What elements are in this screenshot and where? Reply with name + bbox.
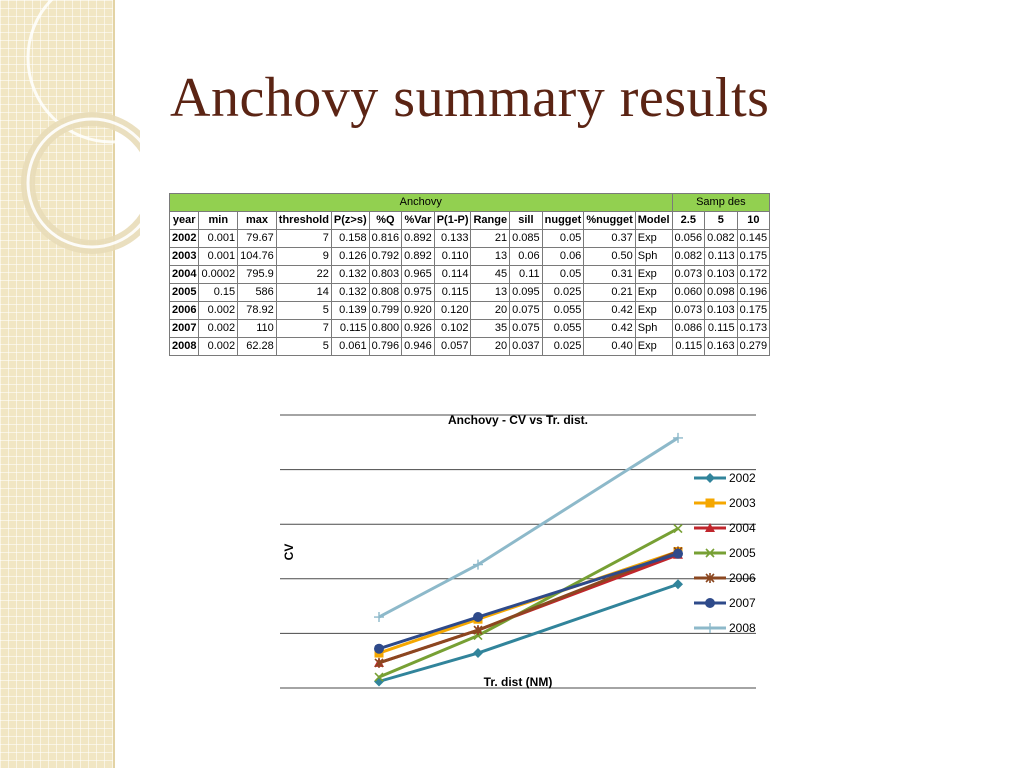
table-row: [170, 338, 770, 356]
table-cell: Exp: [635, 266, 672, 284]
legend-label: 2008: [729, 621, 756, 635]
summary-table: [169, 193, 770, 356]
table-cell: 0.133: [434, 230, 471, 248]
table-cell: 0.001: [199, 230, 238, 248]
table-cell: 0.055: [542, 320, 584, 338]
table-cell: 0.892: [402, 248, 435, 266]
table-cell: 45: [471, 266, 510, 284]
table-cell: 7: [276, 230, 331, 248]
table-cell: 0.085: [510, 230, 543, 248]
table-cell: 0.279: [737, 338, 770, 356]
table-cell: 0.42: [584, 320, 635, 338]
table-cell: 795.9: [238, 266, 277, 284]
x-axis-label: Tr. dist (NM): [483, 675, 553, 689]
table-cell: 9: [276, 248, 331, 266]
table-cell: 0.002: [199, 338, 238, 356]
table-cell: 0.175: [737, 302, 770, 320]
table-cell: 79.67: [238, 230, 277, 248]
table-cell: 0.132: [331, 284, 369, 302]
table-cell: 0.102: [434, 320, 471, 338]
column-header: %nugget: [584, 212, 635, 230]
table-cell: 0.0002: [199, 266, 238, 284]
table-cell: 0.057: [434, 338, 471, 356]
table-cell: 586: [238, 284, 277, 302]
table-cell: 0.002: [199, 320, 238, 338]
table-cell: 2005: [170, 284, 199, 302]
column-header: min: [199, 212, 238, 230]
table-cell: 0.073: [672, 266, 705, 284]
table-cell: 0.115: [434, 284, 471, 302]
legend-label: 2006: [729, 571, 756, 585]
table-cell: 5: [276, 302, 331, 320]
table-cell: 0.975: [402, 284, 435, 302]
table-cell: 0.800: [369, 320, 402, 338]
table-cell: Sph: [635, 320, 672, 338]
table-cell: 0.132: [331, 266, 369, 284]
decorative-circles: [0, 0, 140, 260]
table-cell: 0.113: [705, 248, 738, 266]
legend-label: 2007: [729, 596, 756, 610]
page-title: Anchovy summary results: [170, 67, 770, 129]
table-cell: 0.196: [737, 284, 770, 302]
table-cell: 0.06: [510, 248, 543, 266]
table-cell: 0.06: [542, 248, 584, 266]
table-cell: 0.50: [584, 248, 635, 266]
table-cell: 0.42: [584, 302, 635, 320]
table-cell: Exp: [635, 230, 672, 248]
table-cell: 13: [471, 248, 510, 266]
table-cell: 110: [238, 320, 277, 338]
table-cell: 0.11: [510, 266, 543, 284]
column-header: sill: [510, 212, 543, 230]
column-header: threshold: [276, 212, 331, 230]
column-header: Range: [471, 212, 510, 230]
legend-label: 2004: [729, 521, 756, 535]
table-cell: 0.075: [510, 302, 543, 320]
table-cell: 0.808: [369, 284, 402, 302]
column-header: 10: [737, 212, 770, 230]
legend-label: 2002: [729, 471, 756, 485]
table-cell: 2003: [170, 248, 199, 266]
legend-marker-2008: [705, 623, 715, 633]
column-header: 2.5: [672, 212, 705, 230]
table-cell: 5: [276, 338, 331, 356]
column-header: year: [170, 212, 199, 230]
table-cell: 0.098: [705, 284, 738, 302]
table-cell: 0.056: [672, 230, 705, 248]
table-cell: 62.28: [238, 338, 277, 356]
table-cell: 0.103: [705, 302, 738, 320]
data-point-2007: [473, 612, 483, 622]
table-cell: 0.103: [705, 266, 738, 284]
table-cell: Exp: [635, 338, 672, 356]
column-header: Model: [635, 212, 672, 230]
table-cell: 14: [276, 284, 331, 302]
table-cell: 0.060: [672, 284, 705, 302]
table-cell: 0.05: [542, 266, 584, 284]
table-cell: 0.073: [672, 302, 705, 320]
data-point-2002: [673, 579, 683, 589]
chart-title: Anchovy - CV vs Tr. dist.: [447, 413, 589, 427]
table-group-header-row: [170, 194, 770, 212]
table-cell: 0.892: [402, 230, 435, 248]
table-cell: Sph: [635, 248, 672, 266]
table-row: [170, 320, 770, 338]
table-cell: 2007: [170, 320, 199, 338]
column-header: 5: [705, 212, 738, 230]
table-cell: 0.926: [402, 320, 435, 338]
legend-marker-2007: [705, 598, 715, 608]
table-cell: 0.126: [331, 248, 369, 266]
column-header: P(z>s): [331, 212, 369, 230]
table-cell: 2002: [170, 230, 199, 248]
table-cell: 0.803: [369, 266, 402, 284]
table-cell: 21: [471, 230, 510, 248]
data-point-2007: [673, 549, 683, 559]
table-cell: 0.920: [402, 302, 435, 320]
table-row: [170, 302, 770, 320]
data-point-2007: [374, 644, 384, 654]
table-cell: 0.115: [705, 320, 738, 338]
table-cell: 78.92: [238, 302, 277, 320]
table-cell: 0.163: [705, 338, 738, 356]
table-cell: 0.145: [737, 230, 770, 248]
table-cell: 0.40: [584, 338, 635, 356]
table-cell: 0.15: [199, 284, 238, 302]
table-cell: 0.115: [331, 320, 369, 338]
table-cell: 0.21: [584, 284, 635, 302]
table-cell: 2004: [170, 266, 199, 284]
column-header: max: [238, 212, 277, 230]
table-cell: 20: [471, 302, 510, 320]
column-header: nugget: [542, 212, 584, 230]
cv-line-chart: [276, 410, 762, 700]
table-cell: 0.055: [542, 302, 584, 320]
table-cell: 0.075: [510, 320, 543, 338]
table-cell: Exp: [635, 302, 672, 320]
table-cell: 0.158: [331, 230, 369, 248]
table-cell: 20: [471, 338, 510, 356]
group-header-anchovy: Anchovy: [170, 194, 673, 212]
table-cell: 0.173: [737, 320, 770, 338]
table-cell: 0.05: [542, 230, 584, 248]
table-cell: 0.025: [542, 284, 584, 302]
table-cell: 0.002: [199, 302, 238, 320]
table-cell: 0.139: [331, 302, 369, 320]
table-cell: 104.76: [238, 248, 277, 266]
table-cell: 0.082: [672, 248, 705, 266]
table-row: [170, 230, 770, 248]
table-cell: 0.792: [369, 248, 402, 266]
table-cell: 0.796: [369, 338, 402, 356]
column-header: %Var: [402, 212, 435, 230]
table-column-header-row: [170, 212, 770, 230]
table-cell: 0.120: [434, 302, 471, 320]
legend-marker-2002: [705, 473, 715, 483]
legend-label: 2005: [729, 546, 756, 560]
table-cell: 0.001: [199, 248, 238, 266]
group-header-samp-des: Samp des: [672, 194, 770, 212]
table-cell: 0.816: [369, 230, 402, 248]
table-cell: 0.175: [737, 248, 770, 266]
series-line-2008: [379, 438, 678, 617]
legend-label: 2003: [729, 496, 756, 510]
table-cell: 0.799: [369, 302, 402, 320]
table-cell: 0.965: [402, 266, 435, 284]
table-cell: Exp: [635, 284, 672, 302]
table-cell: 13: [471, 284, 510, 302]
table-cell: 0.37: [584, 230, 635, 248]
data-point-2002: [473, 648, 483, 658]
table-row: [170, 284, 770, 302]
table-cell: 35: [471, 320, 510, 338]
column-header: P(1-P): [434, 212, 471, 230]
table-cell: 0.061: [331, 338, 369, 356]
table-cell: 0.31: [584, 266, 635, 284]
table-cell: 0.115: [672, 338, 705, 356]
column-header: %Q: [369, 212, 402, 230]
table-cell: 0.037: [510, 338, 543, 356]
table-cell: 0.110: [434, 248, 471, 266]
table-cell: 0.946: [402, 338, 435, 356]
legend-marker-2003: [706, 499, 715, 508]
table-row: [170, 266, 770, 284]
table-cell: 0.086: [672, 320, 705, 338]
table-cell: 2008: [170, 338, 199, 356]
table-cell: 22: [276, 266, 331, 284]
table-cell: 0.114: [434, 266, 471, 284]
table-cell: 0.025: [542, 338, 584, 356]
table-cell: 7: [276, 320, 331, 338]
y-axis-label: CV: [282, 543, 296, 561]
table-cell: 2006: [170, 302, 199, 320]
table-cell: 0.095: [510, 284, 543, 302]
table-cell: 0.082: [705, 230, 738, 248]
table-row: [170, 248, 770, 266]
table-cell: 0.172: [737, 266, 770, 284]
